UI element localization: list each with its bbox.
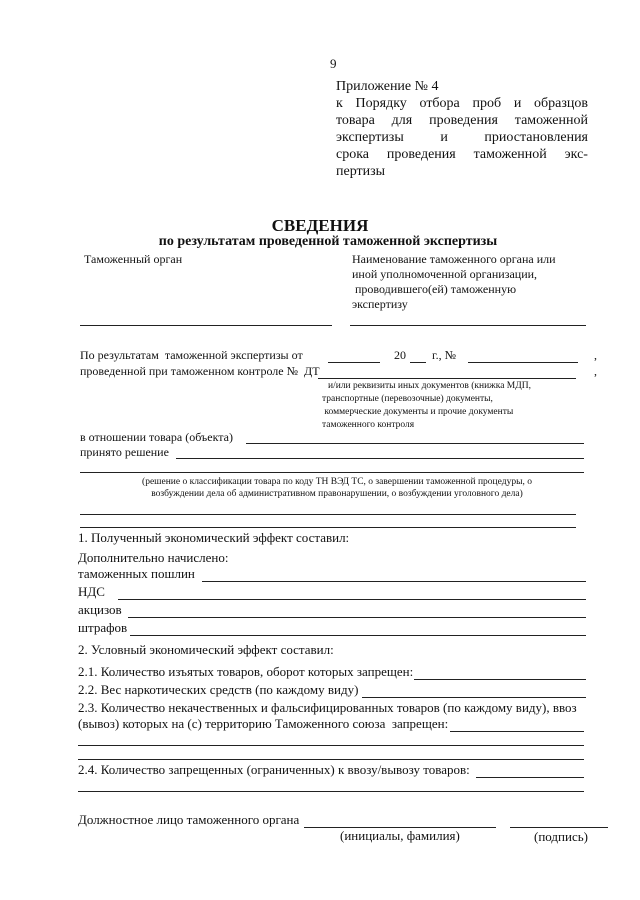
appendix-line-2: товара для проведения таможенной	[336, 113, 588, 128]
item-2-1-label: 2.1. Количество изъятых товаров, оборот которых запрещен:	[78, 664, 414, 679]
document-title: СВЕДЕНИЯ	[271, 216, 369, 235]
expertise-year-field[interactable]	[410, 362, 426, 363]
excise-label: акцизов	[78, 602, 122, 617]
signature-caption: (подпись)	[534, 829, 588, 844]
item-2-3-field-line2[interactable]	[78, 745, 584, 746]
appendix-line-1: к Порядку отбора проб и образцов	[336, 96, 588, 111]
decision-label: принято решение	[80, 445, 169, 459]
goods-label: в отношении товара (объекта)	[80, 430, 233, 444]
item-2-4-field-line2[interactable]	[78, 791, 584, 792]
section2-title: 2. Условный экономический эффект составил:	[78, 642, 334, 657]
goods-field[interactable]	[246, 443, 584, 444]
comma: ,	[594, 348, 597, 362]
vat-label: НДС	[78, 584, 105, 599]
expertise-number-field[interactable]	[468, 362, 578, 363]
item-2-3-label-line1: 2.3. Количество некачественных и фальсифицированных товаров (по каждому виду), ввоз	[78, 700, 577, 715]
item-2-4-label: 2.4. Количество запрещенных (ограниченных) к ввозу/вывозу товаров:	[78, 762, 470, 777]
item-2-1-field[interactable]	[414, 679, 586, 680]
fines-field[interactable]	[130, 635, 586, 636]
organization-label: Наименование таможенного органа или иной уполномоченной организации, проводившего(ей) таможенную экспертизу	[352, 252, 556, 311]
organization-field[interactable]	[350, 325, 586, 326]
item-2-2-label: 2.2. Вес наркотических средств (по каждому виду)	[78, 682, 359, 697]
decision-details-line-2[interactable]	[80, 527, 576, 528]
decision-field-continued[interactable]	[80, 472, 584, 473]
excise-field[interactable]	[128, 617, 586, 618]
item-2-3-label-line2: (вывоз) которых на (с) территорию Таможенного союза запрещен:	[78, 716, 449, 731]
document-subtitle: по результатам проведенной таможенной экспертизы	[158, 234, 498, 249]
customs-duties-label: таможенных пошлин	[78, 566, 195, 581]
item-2-3-field[interactable]	[450, 731, 584, 732]
expertise-date-field[interactable]	[328, 362, 380, 363]
expertise-number-label: г., №	[432, 348, 457, 362]
item-2-4-field[interactable]	[476, 777, 584, 778]
page-number: 9	[330, 56, 337, 71]
appendix-line-4: срока проведения таможенной экс-	[336, 147, 588, 162]
appendix-block	[336, 78, 588, 180]
customs-body-field[interactable]	[80, 325, 332, 326]
official-label: Должностное лицо таможенного органа	[78, 812, 300, 827]
comma: ,	[594, 364, 597, 378]
appendix-line-5: пертизы	[336, 164, 386, 179]
official-signature-field[interactable]	[510, 827, 608, 828]
expertise-year-prefix: 20	[394, 348, 406, 362]
documents-note: и/или реквизиты иных документов (книжка МДП, транспортные (перевозочные) документы, коммерческие документы и прочие документы таможенного контроля	[322, 381, 531, 430]
decision-details-line-1[interactable]	[80, 514, 576, 515]
item-2-2-field[interactable]	[362, 697, 586, 698]
appendix-line-3: экспертизы и приостановления	[336, 130, 588, 145]
customs-control-label: проведенной при таможенном контроле № ДТ	[80, 364, 320, 378]
expertise-date-label: По результатам таможенной экспертизы от	[80, 348, 303, 362]
decision-field[interactable]	[176, 458, 584, 459]
item-2-3-field-line3[interactable]	[78, 759, 584, 760]
initials-caption: (инициалы, фамилия)	[340, 828, 460, 843]
fines-label: штрафов	[78, 620, 128, 635]
customs-body-label: Таможенный орган	[84, 252, 183, 266]
customs-declaration-field[interactable]	[318, 378, 576, 379]
customs-duties-field[interactable]	[202, 581, 586, 582]
decision-note: (решение о классификации товара по коду ТН ВЭД ТС, о завершении таможенной процедуры, о возбуждении дела об административном правонарушении, о возбуждении уголовного дела)	[142, 477, 532, 499]
appendix-title: Приложение № 4	[336, 79, 439, 94]
additional-charged-label: Дополнительно начислено:	[78, 550, 229, 565]
vat-field[interactable]	[118, 599, 586, 600]
section1-title: 1. Полученный экономический эффект составил:	[78, 530, 350, 545]
